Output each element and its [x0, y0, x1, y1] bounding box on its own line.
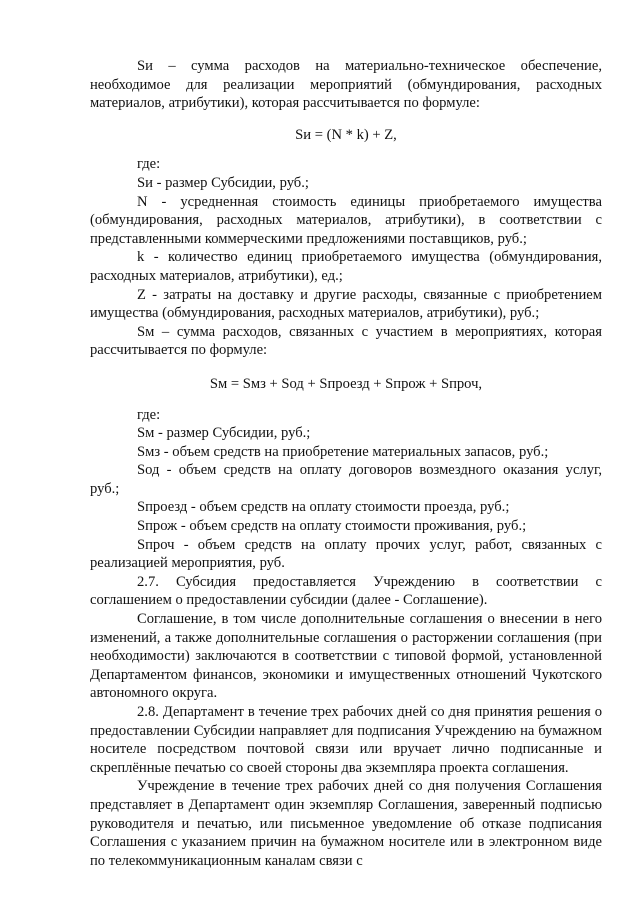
- formula-si: Sи = (N * k) + Z,: [295, 126, 397, 143]
- paragraph-smz-definition: Sмз - объем средств на приобретение материальных запасов, руб.;: [137, 443, 549, 460]
- paragraph-si-size: Sи - размер Субсидии, руб.;: [137, 174, 309, 191]
- paragraph-si-definition: Sи – сумма расходов на материально-техническое обеспечение, необходимое для реализации мероприятий (обмундирования, расходных материалов, атрибутики), которая рассчитывается по формуле:: [90, 58, 602, 112]
- paragraph-sm-definition: Sм – сумма расходов, связанных с участием в мероприятиях, которая рассчитывается по формуле:: [90, 323, 602, 359]
- paragraph-sproezd-definition: Sпроезд - объем средств на оплату стоимости проезда, руб.;: [137, 499, 510, 516]
- paragraph-sprozh-definition: Sпрож - объем средств на оплату стоимости проживания, руб.;: [137, 518, 527, 535]
- paragraph-2-7: 2.7. Субсидия предоставляется Учреждению в соответствии с соглашением о предоставлении субсидии (далее - Соглашение).: [90, 573, 602, 609]
- paragraph-sproch-definition: Sпроч - объем средств на оплату прочих услуг, работ, связанных с реализацией мероприятия, руб.: [90, 536, 602, 572]
- paragraph-sm-size: Sм - размер Субсидии, руб.;: [137, 425, 311, 442]
- paragraph-agreement: Соглашение, в том числе дополнительные соглашения о внесении в него изменений, а также дополнительные соглашения о расторжении соглашения (при необходимости) заключаются в соответствии с типовой формой, установленной Департаментом финансов, экономики и имущественных отношений Чукотского автономного округа.: [90, 611, 602, 702]
- paragraph-sod-definition: Sод - объем средств на оплату договоров возмездного оказания услуг, руб.;: [90, 462, 602, 497]
- paragraph-z-definition: Z - затраты на доставку и другие расходы, связанные с приобретением имущества (обмундирования, расходных материалов, атрибутики), руб.;: [90, 286, 602, 322]
- where-label-2: где:: [137, 406, 161, 423]
- where-label: где:: [137, 156, 161, 173]
- paragraph-2-8: 2.8. Департамент в течение трех рабочих дней со дня принятия решения о предоставлении Субсидии направляет для подписания Учреждению на бумажном носителе посредством почтовой связи или вручает лично подписанные и скреплённые печатью со своей стороны два экземпляра проекта соглашения.: [90, 704, 602, 776]
- paragraph-n-definition: N - усредненная стоимость единицы приобретаемого имущества (обмундирования, расходных материалов, атрибутики), в соответствии с представленными коммерческими предложениями поставщиков, руб.;: [90, 193, 602, 247]
- paragraph-institution: Учреждение в течение трех рабочих дней со дня получения Соглашения представляет в Департамент один экземпляр Соглашения, заверенный подписью руководителя и печатью, или письменное уведомление об отказе подписания Соглашения с указанием причин на бумажном носителе или в электронном виде по телекоммуникационным каналам связи с: [90, 778, 602, 869]
- document-body: [90, 57, 602, 870]
- formula-sm: Sм = Sмз + Sод + Sпроезд + Sпрож + Sпроч,: [209, 375, 483, 392]
- paragraph-k-definition: k - количество единиц приобретаемого имущества (обмундирования, расходных материалов, атрибутики), ед.;: [90, 249, 602, 284]
